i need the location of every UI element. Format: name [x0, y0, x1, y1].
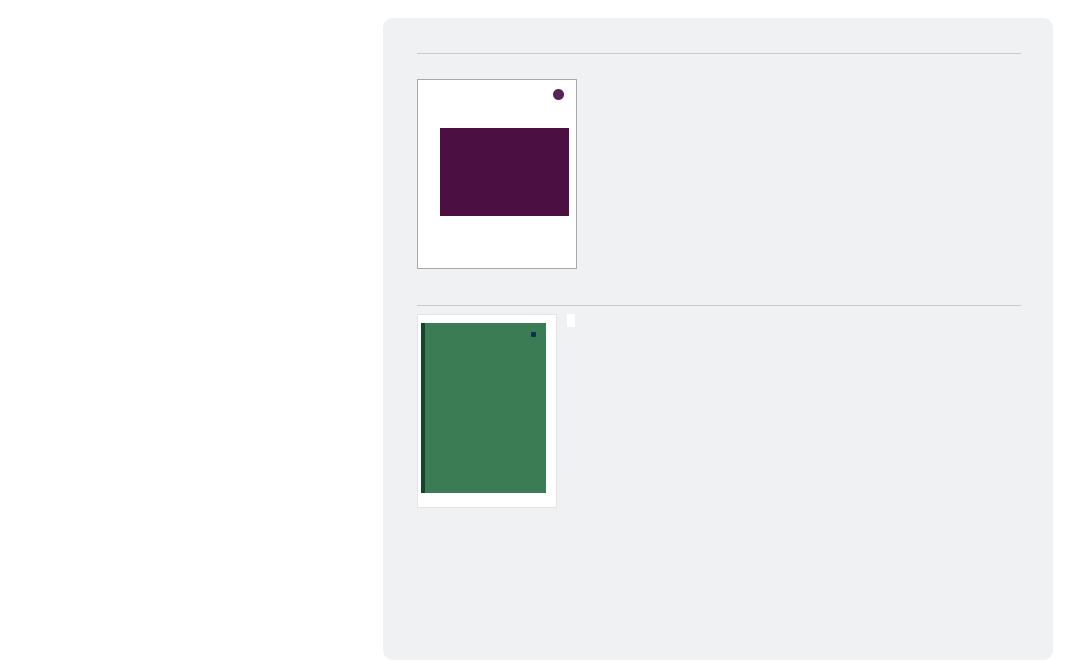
left-column: [38, 14, 370, 34]
environment-agency-logo-icon: [553, 89, 564, 100]
dk-figure-row: [417, 314, 1021, 508]
environment-agency-logo: [553, 89, 567, 100]
lca-cover-spine: [421, 323, 425, 493]
denmark-ministry-logo: [531, 331, 538, 337]
uk-figure-row: [417, 79, 1021, 269]
dk-heading-rule: [417, 305, 1021, 306]
lca-report-cover: [417, 314, 557, 508]
lca-cover-green-area: [421, 323, 546, 493]
uk-section: [417, 53, 1021, 269]
uk-heading-rule: [417, 53, 1021, 54]
uk-table-area: [595, 79, 979, 94]
dk-table-panel: [567, 314, 575, 327]
evidence-report-cover: [417, 79, 577, 269]
content-card: [383, 18, 1053, 660]
evidence-banner-block: [440, 128, 569, 216]
dk-section: [417, 305, 1021, 508]
crown-icon: [531, 332, 536, 337]
